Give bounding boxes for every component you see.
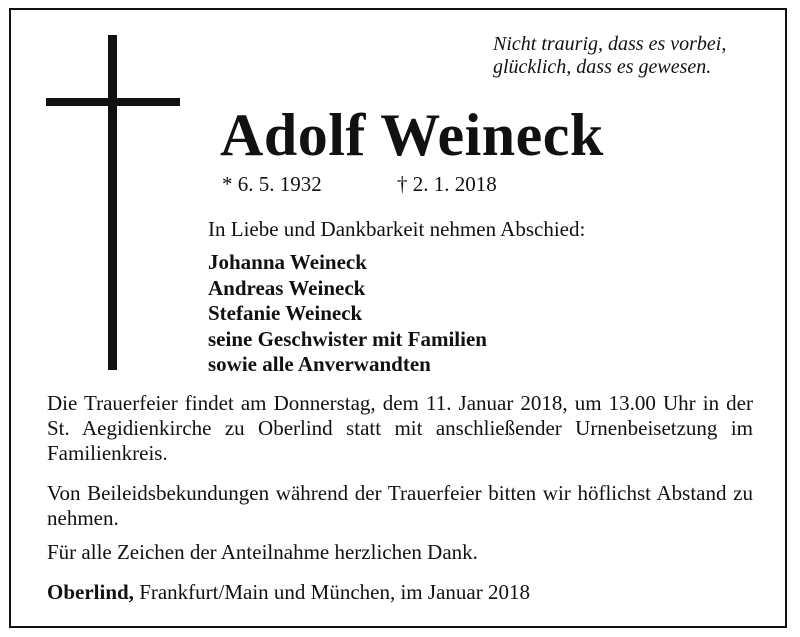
cross-vertical-bar (108, 35, 117, 370)
farewell-line: In Liebe und Dankbarkeit nehmen Abschied: (208, 217, 586, 241)
mourner-item: Stefanie Weineck (208, 301, 363, 325)
mourner-item: sowie alle Anverwandten (208, 352, 431, 376)
signature-line (47, 580, 753, 605)
deceased-name: Adolf Weineck (220, 102, 604, 168)
mourner-item: seine Geschwister mit Familien (208, 326, 487, 351)
signature-place: Oberlind, (47, 580, 134, 604)
mourner-item: Andreas Weineck (208, 275, 366, 300)
epigraph-quote (493, 33, 753, 79)
birth-date: * 6. 5. 1932 (222, 172, 322, 196)
mourners-list (208, 250, 487, 378)
ceremony-paragraph: Die Trauerfeier findet am Donnerstag, dem 11. Januar 2018, um 13.00 Uhr in der St. Aegidienkirche zu Oberlind statt mit anschließender Urnenbeisetzung im Familienkreis. (47, 391, 753, 465)
death-date: † 2. 1. 2018 (397, 172, 497, 196)
quote-line-2: glücklich, dass es gewesen. (493, 56, 712, 78)
thanks-paragraph: Für alle Zeichen der Anteilnahme herzlichen Dank. (47, 540, 478, 564)
cross-horizontal-bar (46, 98, 180, 106)
quote-line-1: Nicht traurig, dass es vorbei, (493, 33, 727, 55)
condolences-paragraph: Von Beileidsbekundungen während der Trauerfeier bitten wir höflichst Abstand zu nehmen. (47, 481, 753, 530)
mourner-item: Johanna Weineck (208, 250, 367, 274)
signature-rest: Frankfurt/Main und München, im Januar 2018 (133, 580, 530, 604)
life-dates (222, 172, 497, 197)
